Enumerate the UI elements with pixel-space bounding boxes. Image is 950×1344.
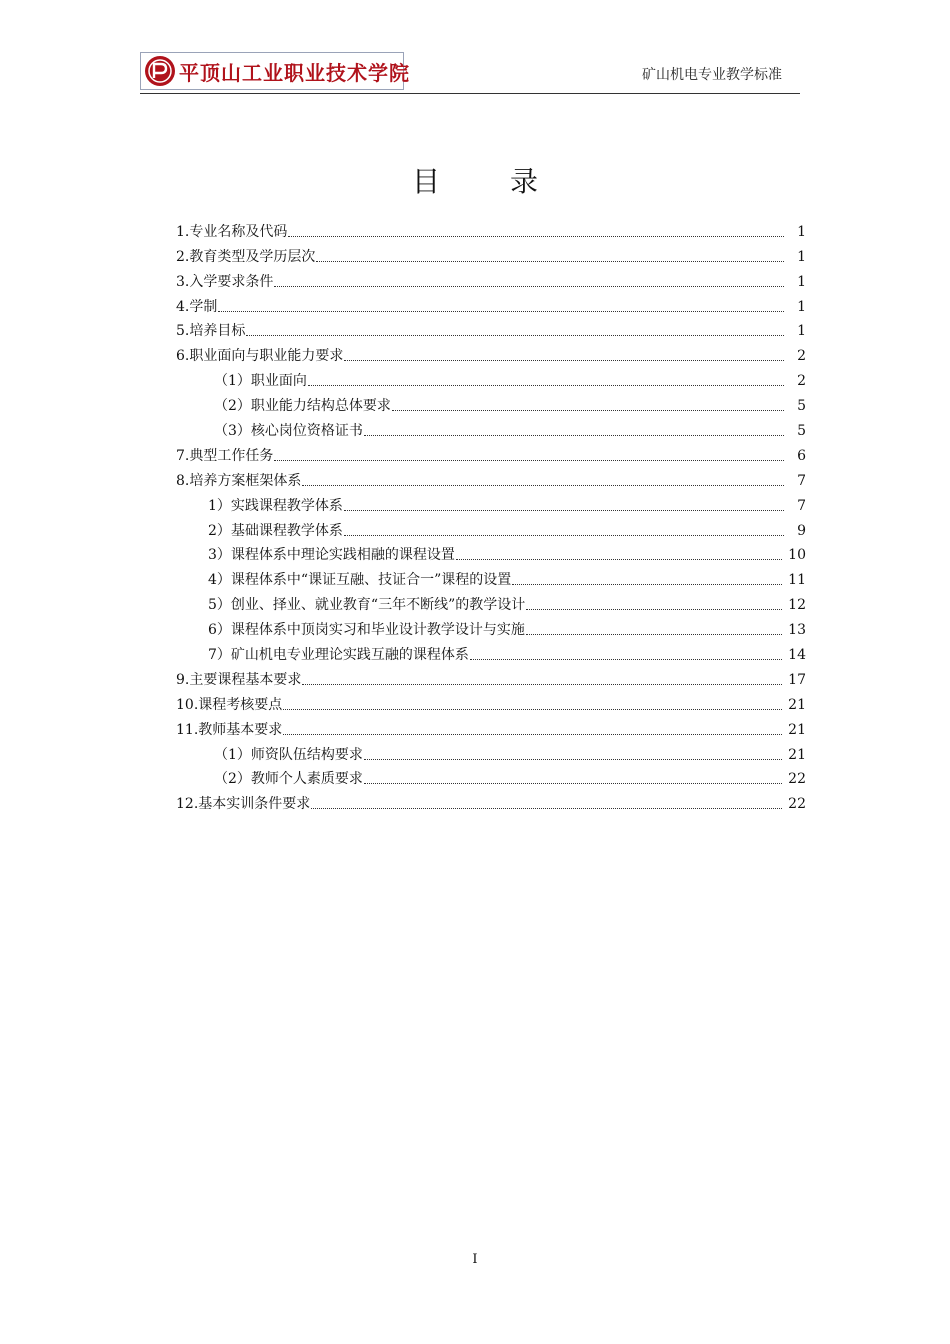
toc-leader-dots — [302, 484, 784, 486]
toc-entry-page: 1 — [797, 323, 806, 340]
header-divider — [140, 93, 800, 94]
toc-entry-page: 10 — [788, 547, 806, 564]
page-header — [140, 50, 800, 94]
toc-entry[interactable] — [176, 266, 806, 291]
toc-entry-label: （1）职业面向 — [214, 373, 307, 390]
toc-leader-dots — [364, 434, 784, 436]
toc-leader-dots — [311, 807, 782, 809]
toc-entry[interactable] — [176, 241, 806, 266]
toc-entry-page: 7 — [797, 497, 806, 514]
toc-entry-label: 7.典型工作任务 — [176, 447, 274, 464]
toc-leader-dots — [274, 285, 784, 287]
toc-entry-label: （2）教师个人素质要求 — [214, 771, 363, 788]
toc-entry-page: 5 — [797, 423, 806, 440]
toc-entry[interactable] — [176, 540, 806, 565]
toc-entry[interactable] — [176, 764, 806, 789]
toc-entry[interactable] — [176, 639, 806, 664]
toc-leader-dots — [512, 583, 782, 585]
toc-entry[interactable] — [176, 216, 806, 241]
toc-entry-page: 21 — [788, 696, 806, 713]
toc-entry-label: 5）创业、择业、就业教育“三年不断线”的教学设计 — [208, 597, 526, 614]
toc-entry-page: 17 — [788, 671, 806, 688]
toc-leader-dots — [364, 782, 782, 784]
toc-entry-page: 21 — [788, 746, 806, 763]
toc-leader-dots — [526, 633, 782, 635]
toc-entry-label: 3.入学要求条件 — [176, 273, 274, 290]
toc-leader-dots — [288, 235, 784, 237]
toc-entry-label: 1.专业名称及代码 — [176, 223, 288, 240]
toc-entry-label: 5.培养目标 — [176, 323, 246, 340]
toc-entry[interactable] — [176, 788, 806, 813]
toc-entry-label: 9.主要课程基本要求 — [176, 671, 302, 688]
college-emblem-icon — [143, 54, 177, 88]
toc-entry-page: 21 — [788, 721, 806, 738]
toc-leader-dots — [456, 558, 782, 560]
toc-entry-page: 1 — [797, 273, 806, 290]
table-of-contents — [176, 216, 806, 813]
toc-entry-label: 6.职业面向与职业能力要求 — [176, 348, 344, 365]
toc-entry[interactable] — [176, 564, 806, 589]
toc-leader-dots — [283, 708, 782, 710]
toc-leader-dots — [274, 459, 784, 461]
toc-entry-page: 1 — [797, 248, 806, 265]
logo-text: 平顶山工业职业技术学院 — [179, 60, 410, 85]
toc-entry-label: 11.教师基本要求 — [176, 721, 283, 738]
toc-entry[interactable] — [176, 714, 806, 739]
toc-entry-label: 6）课程体系中顶岗实习和毕业设计教学设计与实施 — [208, 622, 525, 639]
toc-entry-page: 22 — [788, 771, 806, 788]
page-number: I — [472, 1252, 478, 1267]
toc-entry-page: 5 — [797, 398, 806, 415]
toc-entry-page: 22 — [788, 796, 806, 813]
college-logo — [140, 52, 410, 90]
toc-entry[interactable] — [176, 664, 806, 689]
toc-entry[interactable] — [176, 465, 806, 490]
toc-entry-label: 2.教育类型及学历层次 — [176, 248, 316, 265]
toc-entry-label: （3）核心岗位资格证书 — [214, 423, 363, 440]
toc-leader-dots — [344, 534, 784, 536]
toc-leader-dots — [302, 683, 782, 685]
toc-entry[interactable] — [176, 589, 806, 614]
toc-entry-page: 1 — [797, 298, 806, 315]
toc-entry-label: 2）基础课程教学体系 — [208, 522, 343, 539]
toc-entry-page: 14 — [788, 647, 806, 664]
toc-entry-label: 8.培养方案框架体系 — [176, 472, 302, 489]
toc-leader-dots — [526, 608, 782, 610]
toc-entry[interactable] — [176, 365, 806, 390]
toc-entry[interactable] — [176, 340, 806, 365]
toc-entry-page: 6 — [797, 447, 806, 464]
toc-entry-label: 10.课程考核要点 — [176, 696, 283, 713]
toc-entry-label: 12.基本实训条件要求 — [176, 796, 311, 813]
toc-leader-dots — [392, 409, 784, 411]
toc-entry-page: 12 — [788, 597, 806, 614]
toc-entry[interactable] — [176, 415, 806, 440]
toc-entry[interactable] — [176, 490, 806, 515]
toc-entry[interactable] — [176, 614, 806, 639]
toc-entry-label: 4.学制 — [176, 298, 218, 315]
toc-entry[interactable] — [176, 739, 806, 764]
toc-entry-label: 7）矿山机电专业理论实践互融的课程体系 — [208, 647, 469, 664]
toc-leader-dots — [308, 384, 784, 386]
toc-entry[interactable] — [176, 316, 806, 341]
toc-entry-label: 1）实践课程教学体系 — [208, 497, 343, 514]
toc-leader-dots — [364, 758, 782, 760]
toc-entry[interactable] — [176, 689, 806, 714]
toc-entry-page: 1 — [797, 223, 806, 240]
toc-leader-dots — [470, 658, 782, 660]
toc-leader-dots — [344, 359, 784, 361]
toc-leader-dots — [283, 733, 782, 735]
toc-heading: 目录 — [411, 165, 608, 198]
toc-leader-dots — [316, 260, 784, 262]
toc-entry[interactable] — [176, 515, 806, 540]
toc-entry-label: （2）职业能力结构总体要求 — [214, 398, 391, 415]
toc-leader-dots — [344, 509, 784, 511]
toc-entry-page: 9 — [797, 522, 806, 539]
toc-entry[interactable] — [176, 390, 806, 415]
toc-entry-label: （1）师资队伍结构要求 — [214, 746, 363, 763]
toc-entry-label: 4）课程体系中“课证互融、技证合一”课程的设置 — [208, 572, 512, 589]
toc-entry[interactable] — [176, 291, 806, 316]
toc-entry-page: 11 — [788, 572, 806, 589]
toc-entry-page: 7 — [797, 472, 806, 489]
toc-entry[interactable] — [176, 440, 806, 465]
toc-entry-label: 3）课程体系中理论实践相融的课程设置 — [208, 547, 455, 564]
toc-entry-page: 13 — [788, 622, 806, 639]
toc-leader-dots — [218, 310, 784, 312]
toc-entry-page: 2 — [797, 373, 806, 390]
toc-entry-page: 2 — [797, 348, 806, 365]
document-title: 矿山机电专业教学标准 — [642, 67, 782, 83]
toc-leader-dots — [246, 334, 784, 336]
